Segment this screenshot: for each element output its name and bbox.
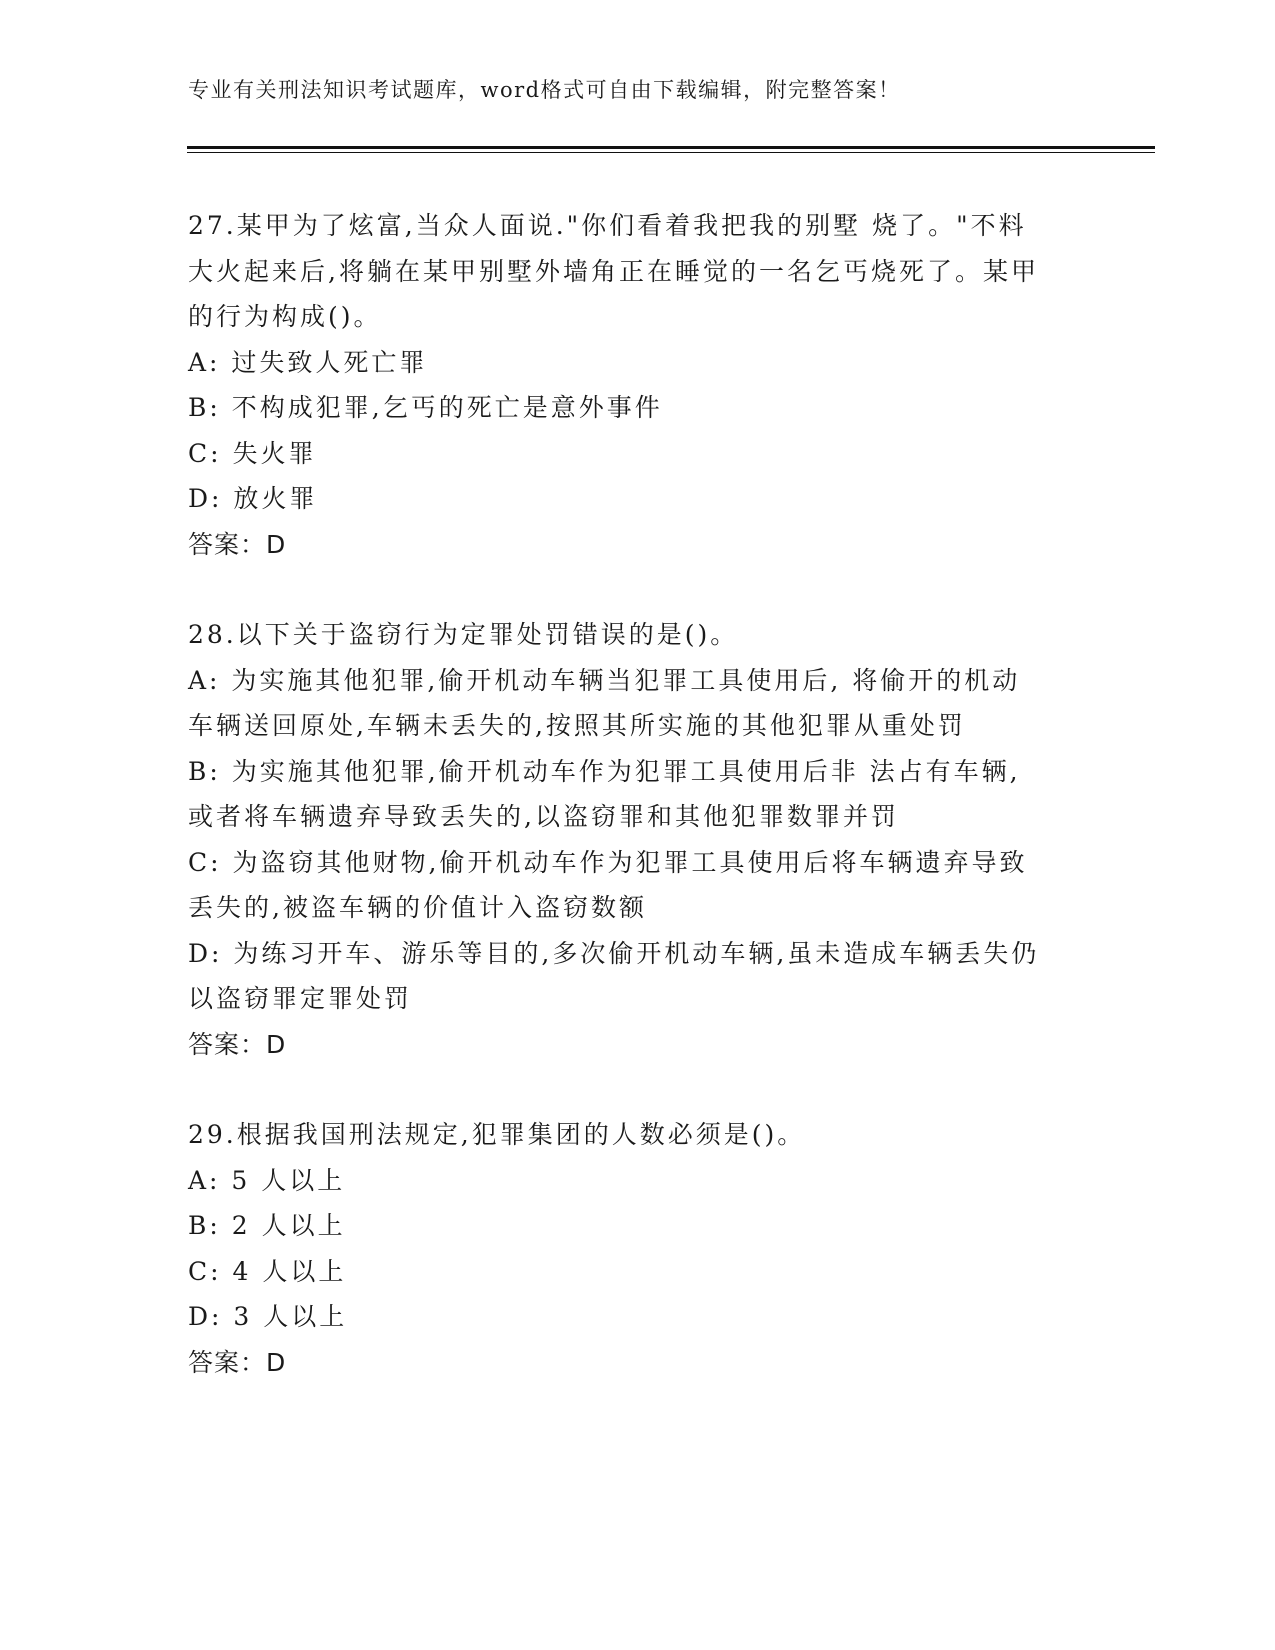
option-line: A: 5 人以上 xyxy=(188,1165,346,1195)
answer-line: 答案：D xyxy=(188,1347,287,1377)
option-line: D: 放火罪 xyxy=(188,484,318,513)
option-line: 以盗窃罪定罪处罚 xyxy=(188,984,413,1013)
option-line: 丢失的,被盗车辆的价值计入盗窃数额 xyxy=(188,893,647,922)
header-rule-thick xyxy=(187,146,1155,149)
question-stem-line: 大火起来后,将躺在某甲别墅外墙角正在睡觉的一名乞丐烧死了。某甲 xyxy=(188,256,1039,286)
option-line: 或者将车辆遗弃导致丢失的,以盗窃罪和其他犯罪数罪并罚 xyxy=(188,802,899,831)
question-stem-line: 的行为构成()。 xyxy=(188,302,382,331)
header-rule-thin xyxy=(187,152,1155,153)
option-line: B: 2 人以上 xyxy=(188,1211,346,1240)
answer-line: 答案：D xyxy=(188,1029,287,1059)
option-line: 车辆送回原处,车辆未丢失的,按照其所实施的其他犯罪从重处罚 xyxy=(188,711,966,740)
question-stem-line: 29.根据我国刑法规定,犯罪集团的人数必须是()。 xyxy=(188,1120,806,1149)
question-27 xyxy=(188,203,1088,567)
option-line: A: 为实施其他犯罪,偷开机动车辆当犯罪工具使用后, 将偷开的机动 xyxy=(188,665,1021,695)
question-list xyxy=(188,203,1088,1430)
option-line: D: 为练习开车、游乐等目的,多次偷开机动车辆,虽未造成车辆丢失仍 xyxy=(188,938,1040,968)
question-29 xyxy=(188,1112,1088,1385)
question-28 xyxy=(188,612,1088,1067)
answer-line: 答案：D xyxy=(188,529,287,559)
option-line: C: 为盗窃其他财物,偷开机动车作为犯罪工具使用后将车辆遗弃导致 xyxy=(188,847,1028,877)
option-line: A: 过失致人死亡罪 xyxy=(188,347,428,377)
page-header: 专业有关刑法知识考试题库，word格式可自由下载编辑，附完整答案！ xyxy=(188,78,901,102)
option-line: C: 4 人以上 xyxy=(188,1256,347,1286)
question-stem-line: 27.某甲为了炫富,当众人面说."你们看着我把我的别墅 烧了。"不料 xyxy=(188,211,1027,240)
option-line: C: 失火罪 xyxy=(188,438,317,468)
option-line: B: 为实施其他犯罪,偷开机动车作为犯罪工具使用后非 法占有车辆, xyxy=(188,756,1021,786)
option-line: D: 3 人以上 xyxy=(188,1302,348,1331)
question-stem-line: 28.以下关于盗窃行为定罪处罚错误的是()。 xyxy=(188,620,739,649)
option-line: B: 不构成犯罪,乞丐的死亡是意外事件 xyxy=(188,393,663,422)
